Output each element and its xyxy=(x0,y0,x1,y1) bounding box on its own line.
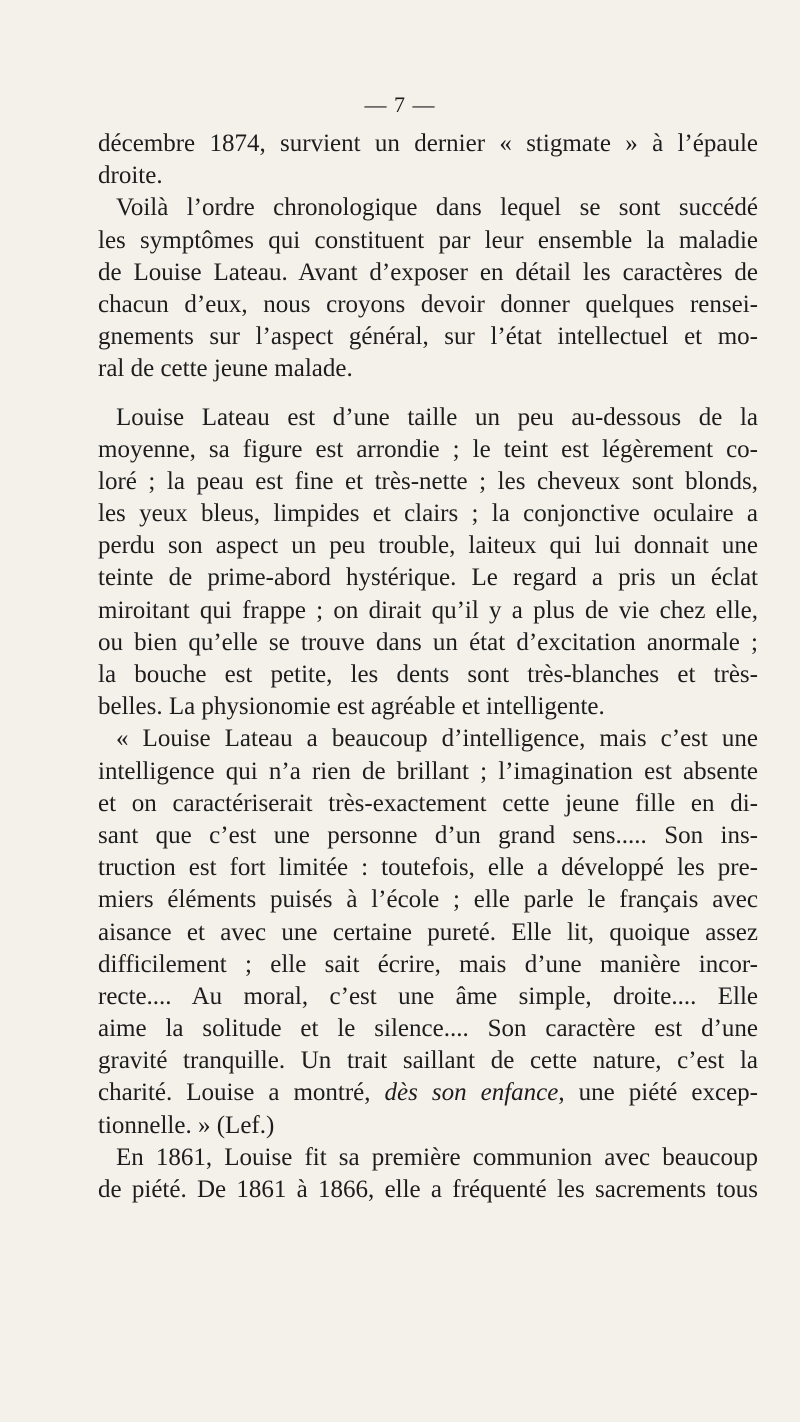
text-line: Voilà l’ordre chronologique dans lequel se sont succédé xyxy=(116,194,758,222)
text-line: ral de cette jeune malade. xyxy=(98,355,353,383)
page-number: — 7 — xyxy=(364,92,436,117)
text-line: chacun d’eux, nous croyons devoir donner quelques rensei- xyxy=(98,290,758,318)
text-line: belles. La physionomie est agréable et intelligente. xyxy=(98,693,605,721)
text-line: aime la solitude et le silence.... Son caractère est d’une xyxy=(98,1015,758,1043)
text-line: miers éléments puisés à l’école ; elle parle le français avec xyxy=(98,886,758,914)
paragraph-gap xyxy=(98,386,758,402)
text-line: les yeux bleus, limpides et clairs ; la conjonctive oculaire a xyxy=(98,500,758,528)
text-line: moyenne, sa figure est arrondie ; le teint est légèrement co- xyxy=(98,435,758,463)
text-line: tionnelle. » (Lef.) xyxy=(98,1111,275,1139)
text-line: perdu son aspect un peu trouble, laiteux qui lui donnait une xyxy=(98,532,758,560)
text-line: En 1861, Louise fit sa première communion avec beaucoup xyxy=(116,1143,758,1171)
text-line: gravité tranquille. Un trait saillant de cette nature, c’est la xyxy=(98,1047,758,1075)
text-line: sant que c’est une personne d’un grand sens..... Son ins- xyxy=(98,821,758,849)
text-line: loré ; la peau est fine et très-nette ; les cheveux sont blonds, xyxy=(98,467,758,495)
text-line: truction est fort limitée : toutefois, elle a développé les pre- xyxy=(98,854,758,882)
text-line: « Louise Lateau a beaucoup d’intelligence, mais c’est une xyxy=(116,725,758,753)
body-text xyxy=(98,128,758,1206)
text-line: teinte de prime-abord hystérique. Le regard a pris un éclat xyxy=(98,564,758,592)
text-line: recte.... Au moral, c’est une âme simple, droite.... Elle xyxy=(98,982,758,1010)
text-line: et on caractériserait très-exactement cette jeune fille en di- xyxy=(98,789,758,817)
text-line: Louise Lateau est d’une taille un peu au-dessous de la xyxy=(116,403,758,431)
italic-text: dès son enfance xyxy=(384,1079,559,1107)
text-line: miroitant qui frappe ; on dirait qu’il y a plus de vie chez elle, xyxy=(98,596,758,624)
text-line: difficilement ; elle sait écrire, mais d’une manière incor- xyxy=(98,950,758,978)
text-line: la bouche est petite, les dents sont très-blanches et très- xyxy=(98,661,758,688)
text-line: ou bien qu’elle se trouve dans un état d’excitation anormale ; xyxy=(98,628,758,656)
text-line: aisance et avec une certaine pureté. Elle lit, quoique assez xyxy=(98,918,758,946)
text-line: décembre 1874, survient un dernier « stigmate » à l’épaule xyxy=(98,130,758,157)
text-line: de piété. De 1861 à 1866, elle a fréquenté les sacrements tous xyxy=(98,1176,758,1203)
text-line: droite. xyxy=(98,162,163,190)
text-line: intelligence qui n’a rien de brillant ; l’imagination est absente xyxy=(98,757,758,785)
text-line: charité. Louise a montré, dès son enfance, une piété excep- xyxy=(98,1079,758,1107)
text-line: gnements sur l’aspect général, sur l’état intellectuel et mo- xyxy=(98,323,758,351)
text-line: les symptômes qui constituent par leur ensemble la maladie xyxy=(98,226,758,254)
text-line: de Louise Lateau. Avant d’exposer en détail les caractères de xyxy=(98,258,758,286)
